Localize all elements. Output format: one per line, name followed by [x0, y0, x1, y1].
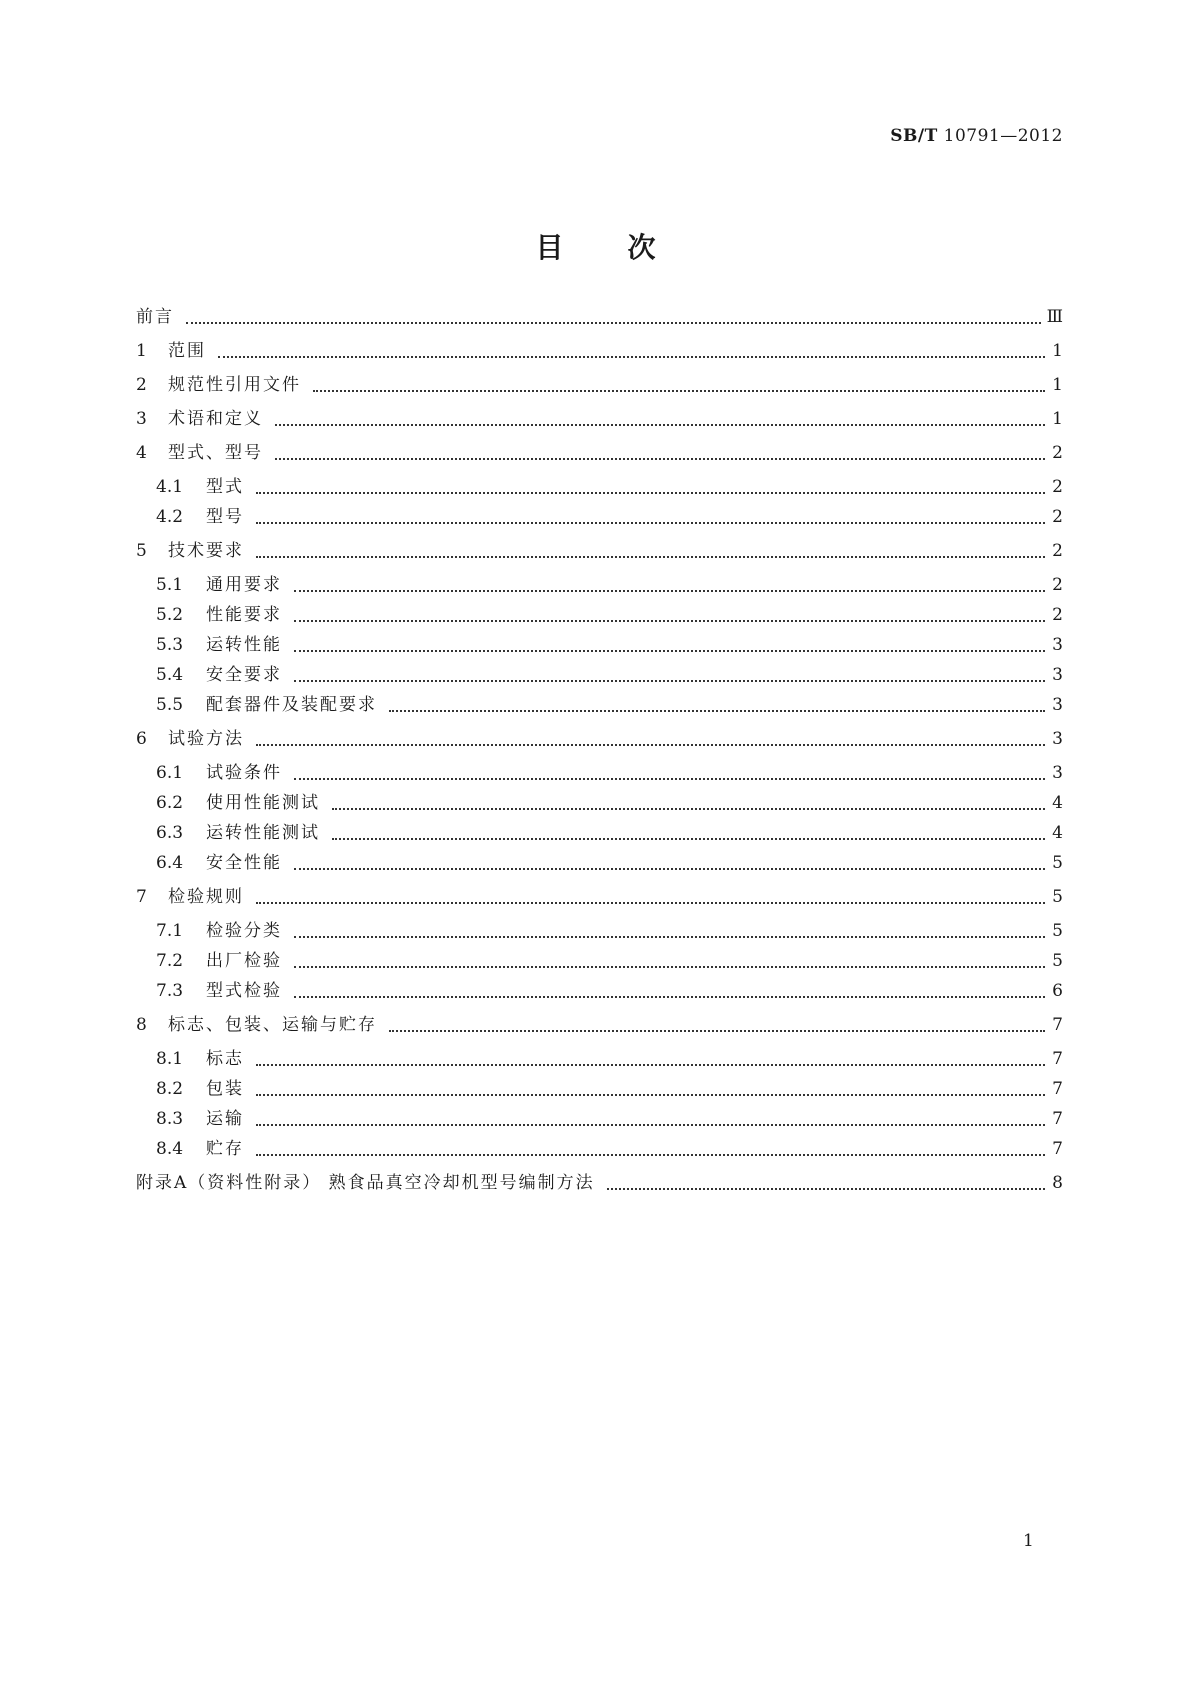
toc-entry-8[interactable]	[136, 1013, 1063, 1037]
toc-entry-number: 8.3	[156, 1109, 184, 1129]
toc-entry-title: 型号	[206, 507, 244, 527]
toc-entry-title: 试验方法	[168, 729, 244, 749]
toc-entry-page: 4	[1052, 793, 1063, 813]
toc-entry-title: 包装	[206, 1079, 244, 1099]
toc-entry-page: 2	[1052, 507, 1063, 527]
toc-entry-page: 7	[1052, 1139, 1063, 1159]
toc-leader-dots	[389, 1026, 1045, 1032]
toc-entry-number: 7.1	[156, 921, 184, 941]
toc-entry-page: 3	[1052, 665, 1063, 685]
toc-entry-page: 2	[1052, 541, 1063, 561]
toc-entry-title: 型式	[206, 477, 244, 497]
toc-entry-number: 6.3	[156, 823, 184, 843]
toc-entry-6[interactable]	[136, 727, 1063, 751]
toc-entry-number: 6	[136, 729, 147, 749]
toc-entry-title: 试验条件	[206, 763, 282, 783]
toc-entry-page: 2	[1052, 605, 1063, 625]
toc-entry-page: 5	[1052, 951, 1063, 971]
toc-entry-4-2[interactable]	[136, 505, 1063, 529]
toc-entry-2[interactable]	[136, 373, 1063, 397]
toc-entry-number: 5	[136, 541, 147, 561]
toc-entry-title: 配套器件及装配要求	[206, 695, 377, 715]
toc-leader-dots	[294, 864, 1045, 870]
toc-entry-number: 3	[136, 409, 147, 429]
toc-leader-dots	[275, 420, 1045, 426]
toc-entry-title: 运转性能	[206, 635, 282, 655]
toc-entry-page: 7	[1052, 1109, 1063, 1129]
toc-entry-page: 3	[1052, 635, 1063, 655]
toc-entry-title: 规范性引用文件	[168, 375, 301, 395]
toc-entry-7-2[interactable]	[136, 949, 1063, 973]
toc-entry-page: 1	[1052, 375, 1063, 395]
toc-entry-page: 1	[1052, 409, 1063, 429]
toc-entry-3[interactable]	[136, 407, 1063, 431]
toc-entry-6-2[interactable]	[136, 791, 1063, 815]
toc-entry-1[interactable]	[136, 339, 1063, 363]
toc-entry-number: 6.2	[156, 793, 184, 813]
toc-entry-page: 6	[1052, 981, 1063, 1001]
toc-entry-number: 8.1	[156, 1049, 184, 1069]
toc-entry-page: 5	[1052, 887, 1063, 907]
toc-leader-dots	[332, 804, 1045, 810]
page-number: 1	[1023, 1531, 1034, 1551]
toc-entry-page: 2	[1052, 477, 1063, 497]
toc-entry-title: 标志	[206, 1049, 244, 1069]
toc-entry-page: 7	[1052, 1015, 1063, 1035]
toc-entry-page: 5	[1052, 921, 1063, 941]
toc-entry-title: 性能要求	[206, 605, 282, 625]
toc-leader-dots	[294, 646, 1045, 652]
toc-entry-number: 5.3	[156, 635, 184, 655]
toc-entry-title: 出厂检验	[206, 951, 282, 971]
toc-entry-5-3[interactable]	[136, 633, 1063, 657]
toc-entry-number: 6.1	[156, 763, 184, 783]
toc-entry-number: 8.4	[156, 1139, 184, 1159]
toc-leader-dots	[186, 318, 1041, 324]
toc-entry-5[interactable]	[136, 539, 1063, 563]
toc-entry-page: 7	[1052, 1079, 1063, 1099]
toc-entry-number: 8.2	[156, 1079, 184, 1099]
toc-entry-7-1[interactable]	[136, 919, 1063, 943]
toc-entry-number: 8	[136, 1015, 147, 1035]
toc-entry-page: 5	[1052, 853, 1063, 873]
toc-leader-dots	[256, 1150, 1045, 1156]
toc-entry-title: 使用性能测试	[206, 793, 320, 813]
toc-entry-page: Ⅲ	[1046, 307, 1063, 327]
toc-entry-4[interactable]	[136, 441, 1063, 465]
toc-entry-foreword[interactable]	[136, 305, 1063, 329]
toc-leader-dots	[218, 352, 1045, 358]
toc-leader-dots	[275, 454, 1045, 460]
toc-entry-page: 2	[1052, 575, 1063, 595]
toc-entry-number: 4.1	[156, 477, 184, 497]
toc-leader-dots	[294, 774, 1045, 780]
toc-leader-dots	[294, 962, 1045, 968]
toc-leader-dots	[332, 834, 1045, 840]
toc-leader-dots	[256, 488, 1045, 494]
toc-leader-dots	[294, 992, 1045, 998]
toc-entry-number: 2	[136, 375, 147, 395]
toc-entry-5-4[interactable]	[136, 663, 1063, 687]
toc-entry-page: 3	[1052, 695, 1063, 715]
toc-entry-title: 技术要求	[168, 541, 244, 561]
toc-leader-dots	[294, 932, 1045, 938]
toc-entry-title: 运转性能测试	[206, 823, 320, 843]
toc-leader-dots	[256, 518, 1045, 524]
toc-leader-dots	[294, 586, 1045, 592]
toc-entry-title: 型式、型号	[168, 443, 263, 463]
toc-entry-title: 术语和定义	[168, 409, 263, 429]
standard-code	[890, 126, 1063, 146]
toc-entry-8-4[interactable]	[136, 1137, 1063, 1161]
toc-entry-5-5[interactable]	[136, 693, 1063, 717]
toc-leader-dots	[256, 740, 1045, 746]
toc-entry-page: 3	[1052, 763, 1063, 783]
toc-leader-dots	[256, 898, 1045, 904]
toc-entry-title: 贮存	[206, 1139, 244, 1159]
toc-leader-dots	[256, 1060, 1045, 1066]
toc-entry-number: 5.4	[156, 665, 184, 685]
toc-entry-page: 2	[1052, 443, 1063, 463]
toc-entry-4-1[interactable]	[136, 475, 1063, 499]
toc-entry-number: 6.4	[156, 853, 184, 873]
toc-leader-dots	[313, 386, 1045, 392]
toc-entry-title: 前言	[136, 307, 174, 327]
toc-entry-title: 检验规则	[168, 887, 244, 907]
toc-entry-page: 3	[1052, 729, 1063, 749]
toc-leader-dots	[389, 706, 1045, 712]
toc-entry-5-1[interactable]	[136, 573, 1063, 597]
toc-entry-number: 5.2	[156, 605, 184, 625]
toc-entry-page: 8	[1052, 1173, 1063, 1193]
toc-entry-8-2[interactable]	[136, 1077, 1063, 1101]
toc-entry-number: 7.3	[156, 981, 184, 1001]
toc-entry-title: 运输	[206, 1109, 244, 1129]
toc-leader-dots	[607, 1184, 1045, 1190]
toc-entry-title: 附录A（资料性附录） 熟食品真空冷却机型号编制方法	[136, 1173, 595, 1193]
toc-entry-6-3[interactable]	[136, 821, 1063, 845]
toc-entry-title: 标志、包装、运输与贮存	[168, 1015, 377, 1035]
toc-leader-dots	[256, 552, 1045, 558]
toc-entry-7-3[interactable]	[136, 979, 1063, 1003]
toc-leader-dots	[256, 1120, 1045, 1126]
toc-entry-number: 4	[136, 443, 147, 463]
toc-entry-number: 5.1	[156, 575, 184, 595]
toc-entry-number: 4.2	[156, 507, 184, 527]
toc-leader-dots	[294, 676, 1045, 682]
toc-entry-8-3[interactable]	[136, 1107, 1063, 1131]
toc-entry-7[interactable]	[136, 885, 1063, 909]
toc-entry-title: 通用要求	[206, 575, 282, 595]
standard-code-prefix: SB/T	[890, 126, 938, 146]
toc-entry-page: 4	[1052, 823, 1063, 843]
toc-entry-6-1[interactable]	[136, 761, 1063, 785]
toc-entry-6-4[interactable]	[136, 851, 1063, 875]
toc-entry-number: 7	[136, 887, 147, 907]
toc-entry-appendix-a[interactable]	[136, 1171, 1063, 1195]
page-title: 目次	[535, 231, 720, 264]
toc-entry-title: 范围	[168, 341, 206, 361]
toc-leader-dots	[256, 1090, 1045, 1096]
toc-entry-title: 安全性能	[206, 853, 282, 873]
toc-entry-number: 5.5	[156, 695, 184, 715]
toc-leader-dots	[294, 616, 1045, 622]
standard-code-number: 10791—2012	[943, 126, 1063, 146]
toc-entry-number: 7.2	[156, 951, 184, 971]
toc-entry-number: 1	[136, 341, 147, 361]
toc-entry-title: 检验分类	[206, 921, 282, 941]
toc-entry-page: 7	[1052, 1049, 1063, 1069]
toc-entry-8-1[interactable]	[136, 1047, 1063, 1071]
toc-entry-title: 安全要求	[206, 665, 282, 685]
toc-entry-5-2[interactable]	[136, 603, 1063, 627]
toc-entry-page: 1	[1052, 341, 1063, 361]
toc-entry-title: 型式检验	[206, 981, 282, 1001]
